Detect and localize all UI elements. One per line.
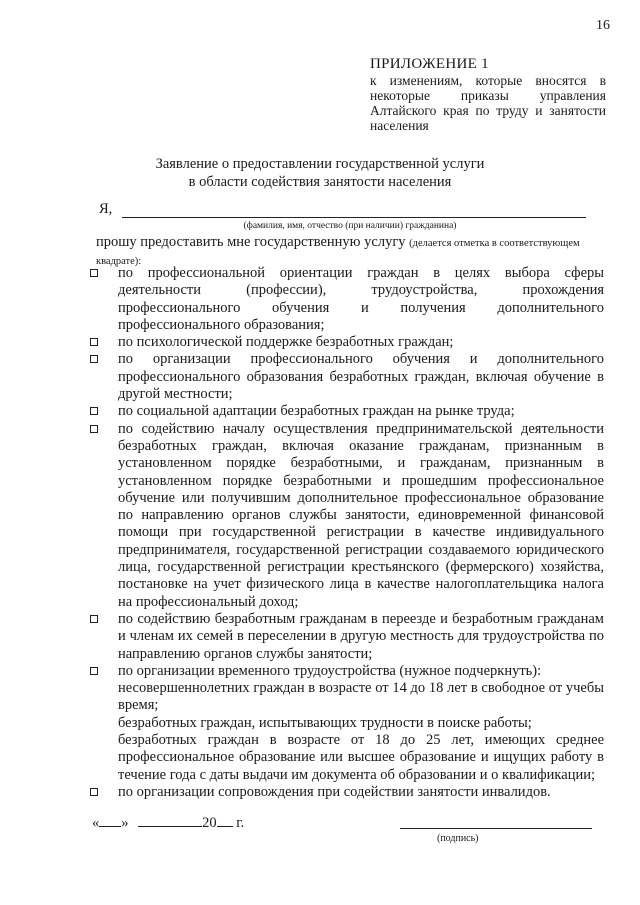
request-text: прошу предоставить мне государственную услугу (96, 234, 406, 250)
checkbox[interactable] (90, 269, 98, 277)
quote-close: » (121, 815, 129, 831)
appendix-text: к изменениям, которые вносятся в некоторые приказы управления Алтайского края по труду и занятости населения (370, 73, 606, 133)
applicant-prefix: Я, (99, 201, 113, 217)
service-item (90, 334, 604, 351)
service-text: по социальной адаптации безработных граждан на рынке труда; (118, 403, 515, 420)
service-text: по психологической поддержке безработных граждан; (118, 334, 454, 351)
heading-line-2: в области содействия занятости населения (188, 174, 452, 190)
appendix-block (370, 57, 606, 133)
year-suffix: г. (236, 815, 245, 831)
service-text: по организации временного трудоустройства (нужное подчеркнуть): (118, 662, 542, 679)
service-text: по содействию началу осуществления предпринимательской деятельности безработных граждан, включая оказание гражданам, признанным в установленном порядке безработными, и гражданам, признанным в установленном порядке безработными и прошедшим профессиональное обучение или получившим дополнительное профессиональное образование по направлению органов службы занятости, единовременной финансовой помощи при государственной регистрации в качестве индивидуального предпринимателя, государственной регистрации создаваемого юридического лица, государственной регистрации крестьянского (фермерского) хозяйства, постановке на учет физического лица в качестве налогоплательщика налога на профессиональный доход; (118, 420, 604, 610)
services-list (90, 265, 604, 801)
checkbox[interactable] (90, 338, 98, 346)
service-body (118, 421, 604, 611)
service-text: по организации сопровождения при содействии занятости инвалидов. (118, 783, 551, 800)
sub-option[interactable]: несовершеннолетних граждан в возрасте от 14 до 18 лет в свободное от учебы время; (118, 680, 604, 714)
signature-field[interactable] (400, 828, 592, 829)
service-body (118, 663, 604, 784)
day-blank[interactable] (99, 813, 121, 827)
service-body (118, 334, 604, 351)
sub-option[interactable]: безработных граждан, испытывающих трудности в поиске работы; (118, 714, 532, 731)
service-item (90, 403, 604, 420)
applicant-caption: (фамилия, имя, отчество (при наличии) гражданина) (243, 221, 457, 231)
checkbox[interactable] (90, 667, 98, 675)
service-item (90, 784, 604, 801)
checkbox[interactable] (90, 425, 98, 433)
date-field[interactable] (92, 813, 244, 832)
page-number: 16 (596, 18, 610, 33)
applicant-name-field[interactable] (122, 217, 586, 218)
service-body (118, 784, 604, 801)
service-item (90, 611, 604, 663)
request-note: (делается отметка в соответствующем квадрате): (96, 238, 580, 267)
service-text: по профессиональной ориентации граждан в целях выбора сферы деятельности (профессии), трудоустройства, прохождения профессионального обучения и получения дополнительного профессионального образования; (118, 265, 604, 333)
checkbox[interactable] (90, 788, 98, 796)
sub-option[interactable]: безработных граждан в возрасте от 18 до 25 лет, имеющих среднее профессиональное образование или высшее образование и ищущих работу в течение года с даты выдачи им документа об образовании и о квалификации; (118, 732, 604, 783)
service-body (118, 403, 604, 420)
service-item (90, 351, 604, 403)
service-body (118, 611, 604, 663)
quote-open: « (92, 815, 100, 831)
century: 20 (202, 815, 217, 831)
service-text: по организации профессионального обучения и дополнительного профессионального образования безработных граждан, включая обучение в другой местности; (118, 351, 604, 403)
checkbox[interactable] (90, 407, 98, 415)
service-body (118, 351, 604, 403)
checkbox[interactable] (90, 615, 98, 623)
service-item (90, 421, 604, 611)
service-item (90, 663, 604, 784)
heading-line-1: Заявление о предоставлении государственной услуги (155, 156, 485, 172)
signature-caption: (подпись) (437, 833, 479, 844)
service-text: по содействию безработным гражданам в переезде и безработным гражданам и членам их семей в переселении в другую местность для трудоустройства по направлению органов службы занятости; (118, 610, 604, 662)
service-body (118, 265, 604, 334)
month-blank[interactable] (138, 813, 202, 827)
checkbox[interactable] (90, 355, 98, 363)
document-heading (0, 155, 640, 191)
year-blank[interactable] (217, 813, 233, 827)
service-item (90, 265, 604, 334)
appendix-title: ПРИЛОЖЕНИЕ 1 (370, 56, 489, 72)
